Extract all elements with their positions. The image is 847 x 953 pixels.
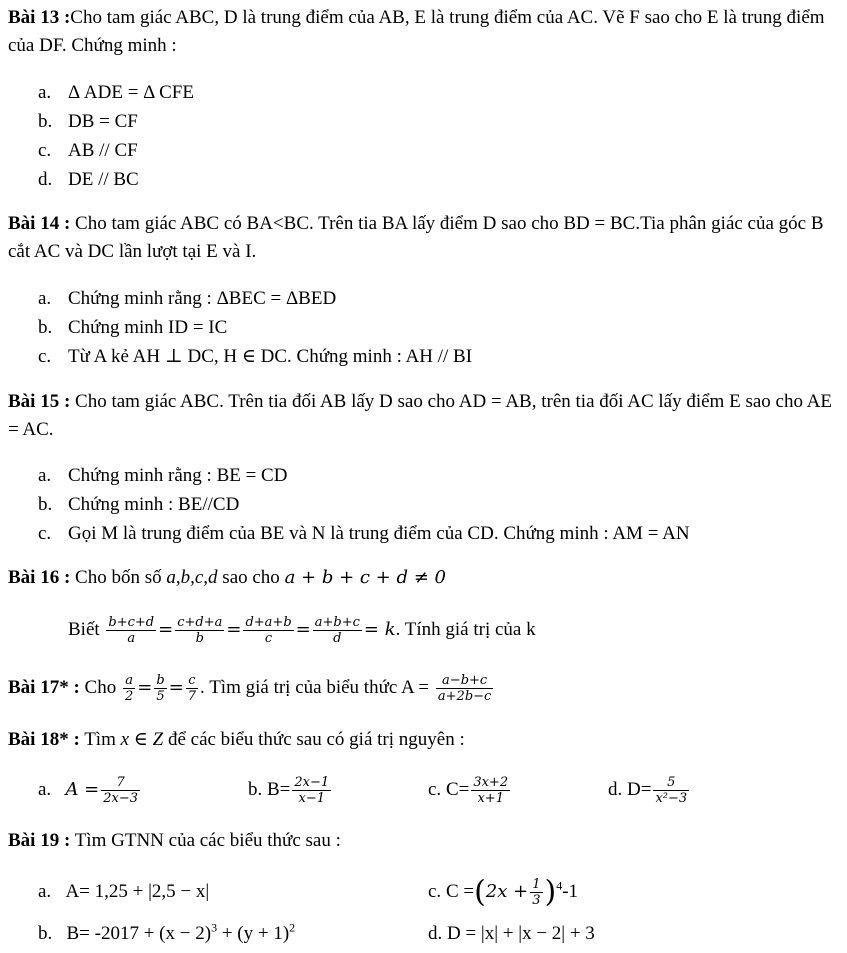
b16-frac-4: $\frac{a+b+c}{d}$ (314, 615, 360, 647)
b17-line: Bài 17* : Cho $\frac{a}{2}$ = $\frac{b}{5}$ = $\frac{c}{7}$ . Tìm giá trị của biểu thức A = $\frac{a-b+c}{a+2b-c}$ (8, 673, 492, 705)
b18-line: Bài 18* : Tìm x ∈ Z để các biểu thức sau có giá trị nguyên : (8, 729, 465, 750)
b18-item-b: b. B= $\frac{2x-1}{x-1}$ (248, 775, 330, 807)
b13-item-c: c. AB // CF (38, 140, 138, 161)
b17-expression: $\frac{a-b+c}{a+2b-c}$ (437, 673, 492, 705)
b13-title: Bài 13 : (8, 7, 71, 28)
b13-item-a: a. Δ ADE = Δ CFE (38, 82, 194, 103)
b13-text: Cho tam giác ABC, D là trung điểm của AB, E là trung điểm của AC. Vẽ F sao cho E là trung điểm của DF. Chứng minh : (8, 7, 825, 56)
b17-title: Bài 17* : (8, 677, 80, 698)
b15-title: Bài 15 : (8, 391, 71, 412)
b17-frac-3: $\frac{c}{7}$ (187, 673, 197, 705)
b15-text: Cho tam giác ABC. Trên tia đối AB lấy D sao cho AD = AB, trên tia đối AC lấy điểm E sao cho AE = AC. (8, 391, 832, 440)
b16-frac-1: $\frac{b+c+d}{a}$ (108, 615, 155, 647)
b15-paragraph (8, 388, 837, 444)
b15-item-b: b. Chứng minh : BE//CD (38, 494, 240, 515)
b16-frac-3: $\frac{d+a+b}{c}$ (245, 615, 292, 647)
b18-item-c: c. C= $\frac{3x+2}{x+1}$ (428, 775, 509, 807)
b15-item-c: c. Gọi M là trung điểm của BE và N là trung điểm của CD. Chứng minh : AM = AN (38, 523, 690, 544)
b19-item-d: d. D = |x| + |x − 2| + 3 (428, 923, 595, 944)
b13-item-d: d. DE // BC (38, 169, 139, 190)
b14-item-a: a. Chứng minh rằng : ΔBEC = ΔBED (38, 288, 337, 309)
b14-item-b: b. Chứng minh ID = IC (38, 317, 228, 338)
b13-paragraph (8, 4, 837, 60)
b19-row-2 (0, 920, 847, 948)
b19-item-b: b. $B= -2017 + (x - 2)^3 + (y + 1)^2$ (38, 920, 296, 944)
b18-item-a: a. A = $\frac{7}{2x-3}$ (38, 775, 139, 807)
b18-title: Bài 18* : (8, 729, 80, 750)
b18-item-d: d. D= $\frac{5}{\text{x²−3}}$ (608, 775, 688, 807)
b19-item-c: c. C =(2x + $\frac{1}{3}$ )$^4$-1 (428, 874, 579, 910)
b16-frac-2: $\frac{c+d+a}{b}$ (177, 615, 223, 647)
b16-equation: Biết $\frac{b+c+d}{a}$ = $\frac{c+d+a}{b}$ = $\frac{d+a+b}{c}$ = $\frac{a+b+c}{d}$ = k. Tính giá trị của k (68, 615, 536, 647)
b19-line: Bài 19 : Tìm GTNN của các biểu thức sau : (8, 830, 341, 851)
b19-item-a: a. A= 1,25 + |2,5 − x| (38, 881, 210, 902)
b14-text: Cho tam giác ABC có BA<BC. Trên tia BA lấy điểm D sao cho BD = BC.Tia phân giác của góc B cắt AC và DC lần lượt tại E và I. (8, 213, 824, 262)
b17-frac-1: $\frac{a}{2}$ (124, 673, 134, 705)
b15-item-a: a. Chứng minh rằng : BE = CD (38, 465, 288, 486)
b19-row-1 (0, 870, 847, 914)
b14-item-c: c. Từ A kẻ AH ⊥ DC, H ∈ DC. Chứng minh : AH // BI (38, 346, 473, 367)
b14-paragraph (8, 210, 837, 266)
b14-title: Bài 14 : (8, 213, 71, 234)
b18-items (0, 770, 847, 810)
b19-title: Bài 19 : (8, 830, 71, 851)
b16-condition: a + b + c + d ≠ 0 (284, 567, 446, 588)
b16-title: Bài 16 : (8, 567, 71, 588)
b17-frac-2: $\frac{b}{5}$ (156, 673, 165, 705)
b13-item-b: b. DB = CF (38, 111, 138, 132)
b16-line: Bài 16 : Cho bốn số a,b,c,d sao cho a + b + c + d ≠ 0 (8, 567, 446, 588)
